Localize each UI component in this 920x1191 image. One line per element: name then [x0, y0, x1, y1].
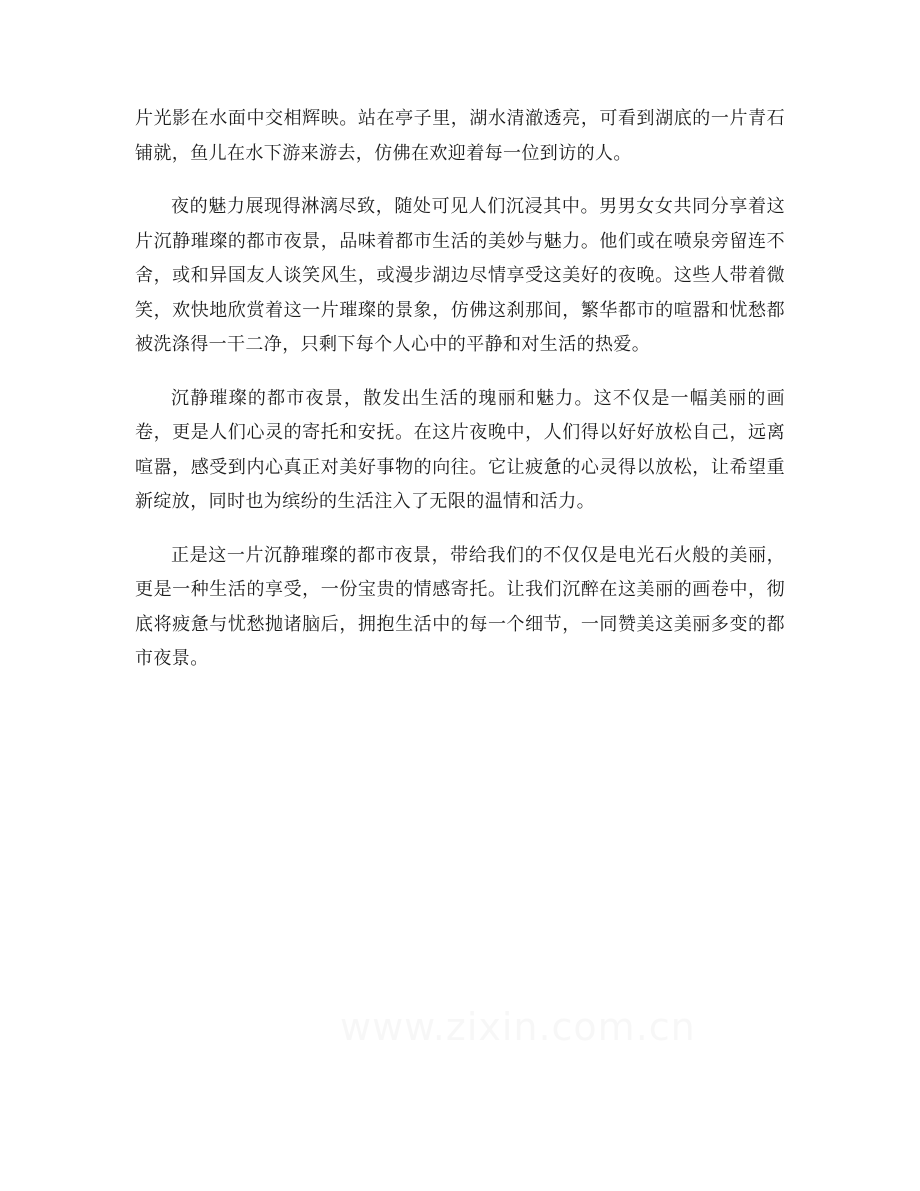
document-body [135, 102, 785, 696]
watermark: www.zixin.com.cn [340, 1005, 696, 1049]
paragraph-1: 片光影在水面中交相辉映。站在亭子里，湖水清澈透亮，可看到湖底的一片青石铺就，鱼儿在水下游来游去，仿佛在欢迎着每一位到访的人。 [135, 108, 785, 164]
paragraph-3: 沉静璀璨的都市夜景，散发出生活的瑰丽和魅力。这不仅是一幅美丽的画卷，更是人们心灵的寄托和安抚。在这片夜晚中，人们得以好好放松自己，远离喧嚣，感受到内心真正对美好事物的向往。它让疲惫的心灵得以放松，让希望重新绽放，同时也为缤纷的生活注入了无限的温情和活力。 [135, 387, 785, 512]
paragraph-2: 夜的魅力展现得淋漓尽致，随处可见人们沉浸其中。男男女女共同分享着这片沉静璀璨的都市夜景，品味着都市生活的美妙与魅力。他们或在喷泉旁留连不舍，或和异国友人谈笑风生，或漫步湖边尽情享受这美好的夜晚。这些人带着微笑，欢快地欣赏着这一片璀璨的景象，仿佛这刹那间，繁华都市的喧嚣和忧愁都被洗涤得一干二净，只剩下每个人心中的平静和对生活的热爱。 [135, 196, 785, 355]
paragraph-4: 正是这一片沉静璀璨的都市夜景，带给我们的不仅仅是电光石火般的美丽，更是一种生活的享受，一份宝贵的情感寄托。让我们沉醉在这美丽的画卷中，彻底将疲惫与忧愁抛诸脑后，拥抱生活中的每一个细节，一同赞美这美丽多变的都市夜景。 [135, 544, 785, 669]
